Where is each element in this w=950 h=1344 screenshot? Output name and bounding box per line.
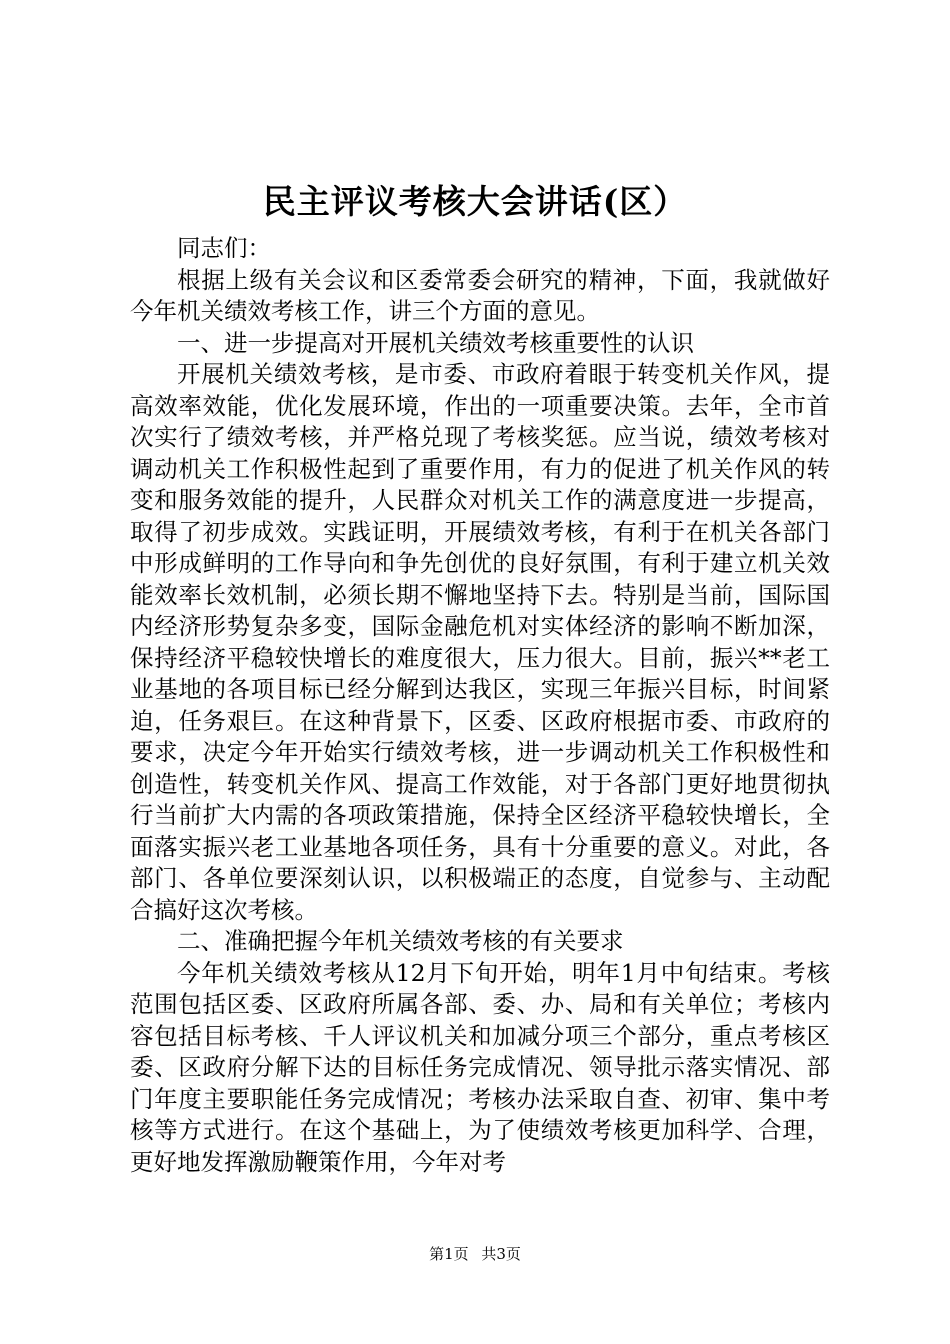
section-heading-2: 二、准确把握今年机关绩效考核的有关要求	[177, 927, 624, 955]
page-number: 第1页	[429, 1245, 469, 1263]
body-paragraph: 今年机关绩效考核从12月下旬开始，明年1月中旬结束。考核范围包括区委、区政府所属各部、委、办、局和有关单位；考核内容包括目标考核、千人评议机关和加减分项三个部分，重点考核区委、区政府分解下达的目标任务完成情况、领导批示落实情况、部门年度主要职能任务完成情况；考核办法采取自查、初审、集中考核等方式进行。在这个基础上，为了使绩效考核更加科学、合理，更好地发挥激励鞭策作用，今年对考	[130, 958, 830, 1176]
salutation: 同志们：	[177, 234, 271, 262]
section-heading-1: 一、进一步提高对开展机关绩效考核重要性的认识	[177, 328, 694, 357]
document-body	[130, 233, 830, 1178]
document-title: 民主评议考核大会讲话(区）	[262, 182, 688, 221]
page-footer	[0, 1244, 950, 1264]
page-total: 共3页	[481, 1245, 521, 1263]
intro-paragraph: 根据上级有关会议和区委常委会研究的精神，下面，我就做好今年机关绩效考核工作，讲三个方面的意见。	[130, 265, 830, 325]
body-paragraph: 开展机关绩效考核，是市委、市政府着眼于转变机关作风，提高效率效能，优化发展环境，作出的一项重要决策。去年，全市首次实行了绩效考核，并严格兑现了考核奖惩。应当说，绩效考核对调动机关工作积极性起到了重要作用，有力的促进了机关作风的转变和服务效能的提升，人民群众对机关工作的满意度进一步提高，取得了初步成效。实践证明，开展绩效考核，有利于在机关各部门中形成鲜明的工作导向和争先创优的良好氛围，有利于建立机关效能效率长效机制，必须长期不懈地坚持下去。特别是当前，国际国内经济形势复杂多变，国际金融危机对实体经济的影响不断加深，保持经济平稳较快增长的难度很大，压力很大。目前，振兴**老工业基地的各项目标已经分解到达我区，实现三年振兴目标，时间紧迫，任务艰巨。在这种背景下，区委、区政府根据市委、市政府的要求，决定今年开始实行绩效考核，进一步调动机关工作积极性和创造性，转变机关作风、提高工作效能，对于各部门更好地贯彻执行当前扩大内需的各项政策措施，保持全区经济平稳较快增长，全面落实振兴老工业基地各项任务，具有十分重要的意义。对此，各部门、各单位要深刻认识，以积极端正的态度，自觉参与、主动配合搞好这次考核。	[130, 360, 830, 924]
